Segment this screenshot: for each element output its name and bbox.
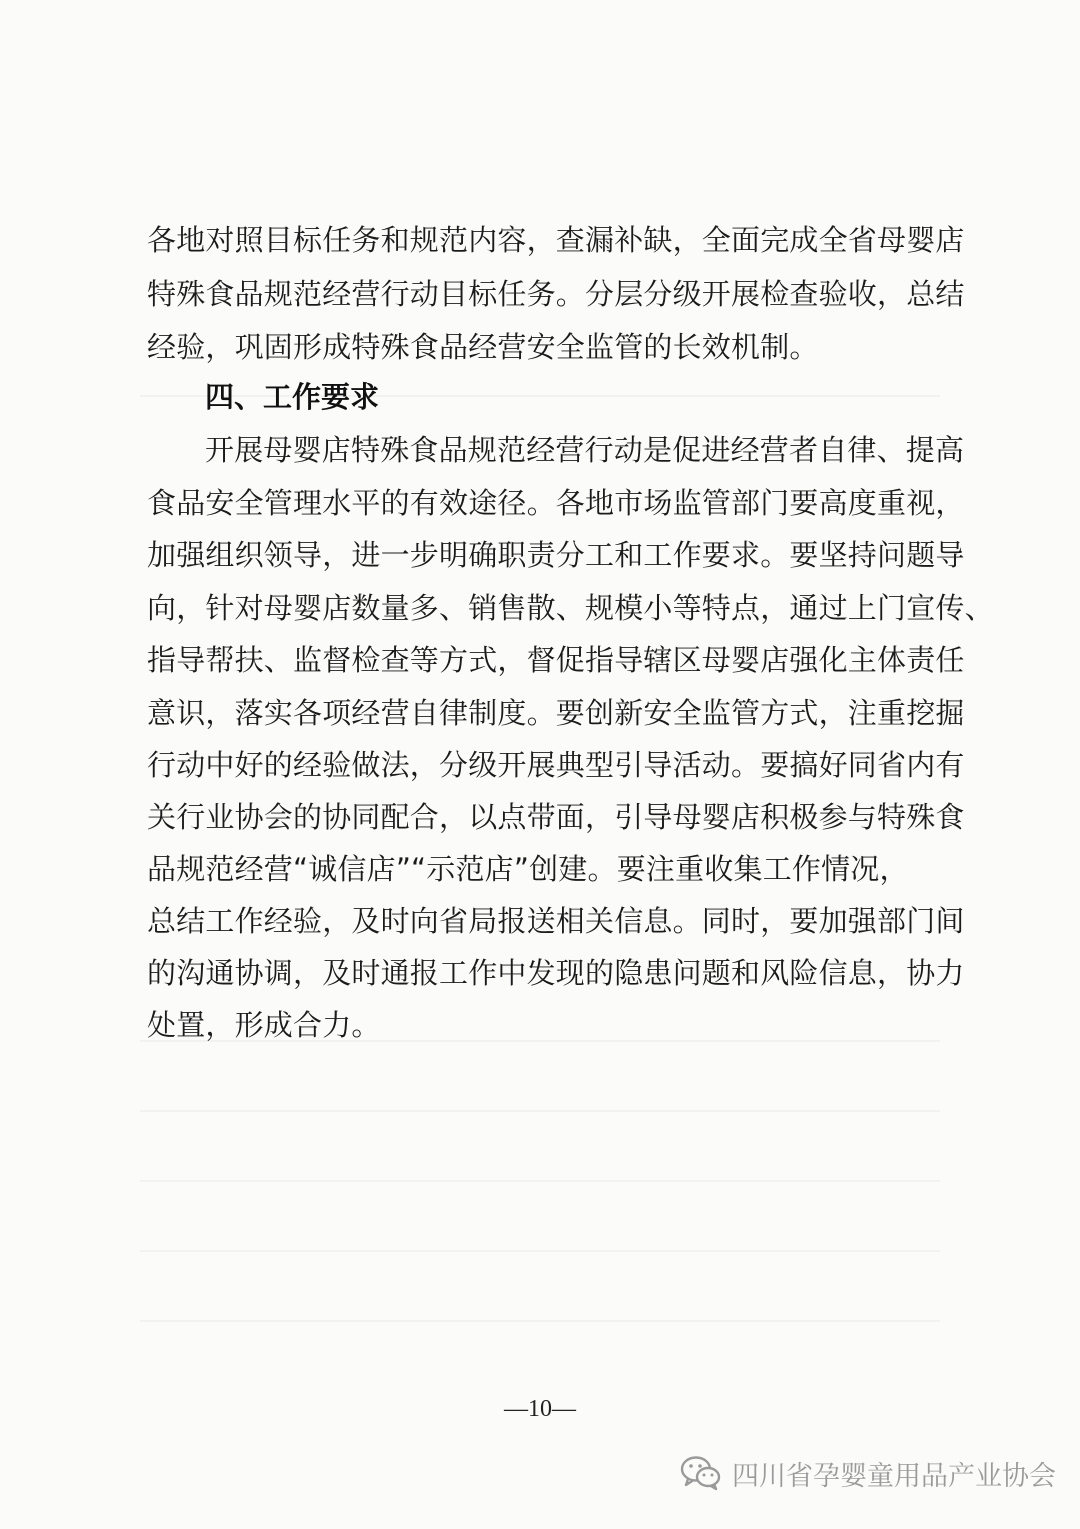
paragraph-line: 处置，形成合力。 (147, 1008, 381, 1042)
paragraph-line: 行动中好的经验做法，分级开展典型引导活动。要搞好同省内有 (147, 748, 965, 782)
scan-artifact (140, 1180, 940, 1182)
paragraph-line: 的沟通协调，及时通报工作中发现的隐患问题和风险信息，协力 (147, 956, 965, 990)
paragraph-line: 关行业协会的协同配合，以点带面，引导母婴店积极参与特殊食 (147, 800, 965, 834)
paragraph-line: 品规范经营“诚信店”“示范店”创建。要注重收集工作情况， (147, 852, 909, 886)
paragraph-line: 指导帮扶、监督检查等方式，督促指导辖区母婴店强化主体责任 (147, 643, 965, 677)
watermark (680, 1451, 1056, 1495)
section-heading: 四、工作要求 (205, 380, 380, 414)
paragraph-line: 食品安全管理水平的有效途径。各地市场监管部门要高度重视， (147, 486, 965, 520)
watermark-text: 四川省孕婴童用品产业协会 (732, 1460, 1056, 1492)
scan-artifact (140, 1250, 940, 1252)
paragraph-line: 经验，巩固形成特殊食品经营安全监管的长效机制。 (147, 330, 819, 364)
paragraph-line: 总结工作经验，及时向省局报送相关信息。同时，要加强部门间 (147, 904, 965, 938)
paragraph-line: 加强组织领导，进一步明确职责分工和工作要求。要坚持问题导 (147, 538, 965, 572)
paragraph-line: 各地对照目标任务和规范内容，查漏补缺，全面完成全省母婴店 (147, 223, 965, 257)
paragraph-line: 向，针对母婴店数量多、销售散、规模小等特点，通过上门宣传、 (147, 591, 994, 625)
wechat-icon (680, 1455, 722, 1491)
scan-artifact (140, 1320, 940, 1322)
paragraph-line: 意识，落实各项经营自律制度。要创新安全监管方式，注重挖掘 (147, 696, 965, 730)
paragraph-line: 开展母婴店特殊食品规范经营行动是促进经营者自律、提高 (205, 433, 965, 467)
scan-artifact (140, 1110, 940, 1112)
page-number: —10— (504, 1396, 576, 1422)
paragraph-line: 特殊食品规范经营行动目标任务。分层分级开展检查验收，总结 (147, 277, 965, 311)
